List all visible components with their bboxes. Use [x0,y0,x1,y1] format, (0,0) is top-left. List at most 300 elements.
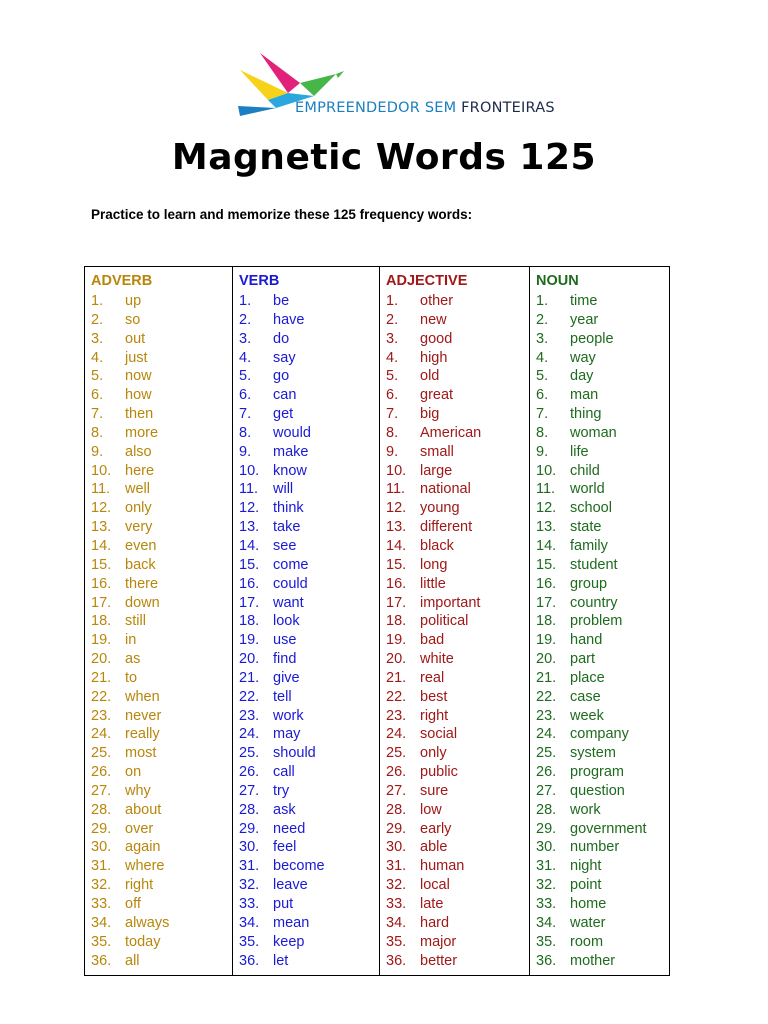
word-item [386,857,529,876]
word-item [91,386,232,405]
word-text: call [273,764,295,781]
word-number: 17. [91,594,112,611]
word-number: 6. [536,387,549,404]
word-text: national [420,481,471,498]
word-item [386,575,529,594]
word-text: would [273,424,311,441]
word-item [536,424,669,443]
word-list [386,292,529,970]
word-item [91,838,232,857]
word-text: ask [273,801,296,818]
word-number: 32. [239,877,260,894]
word-number: 16. [91,575,112,592]
word-number: 29. [536,820,557,837]
word-item [91,292,232,311]
word-text: other [420,293,454,309]
word-number: 20. [386,651,407,668]
word-text: really [125,726,160,743]
word-number: 11. [536,481,556,498]
word-number: 10. [536,462,557,479]
word-item [239,820,379,839]
word-item [91,594,232,613]
word-text: say [273,349,296,366]
word-text: work [273,707,304,724]
word-number: 33. [386,896,407,912]
word-list [536,292,669,970]
word-text: right [125,877,154,894]
word-number: 35. [536,933,557,950]
word-number: 26. [91,764,112,781]
word-number: 27. [536,782,557,799]
word-item [386,914,529,933]
word-text: company [570,726,629,743]
word-text: take [273,519,301,536]
word-number: 22. [536,688,557,705]
word-number: 13. [91,519,112,536]
word-item [536,838,669,857]
word-text: then [125,406,154,423]
word-text: where [125,858,165,875]
word-item [536,857,669,876]
word-item [91,349,232,368]
word-item [239,367,379,386]
word-item [386,782,529,801]
word-item [536,480,669,499]
word-text: again [125,839,161,856]
word-item [239,914,379,933]
word-item [91,330,232,349]
word-number: 15. [239,556,260,573]
word-text: want [273,594,304,611]
word-item [239,480,379,499]
word-number: 35. [91,933,112,950]
word-item [386,688,529,707]
word-text: political [420,613,469,630]
word-text: can [273,387,297,404]
word-text: bad [420,632,445,649]
word-number: 17. [386,594,407,611]
word-text: why [125,782,151,799]
word-text: could [273,575,308,592]
word-list [239,292,379,970]
word-item [536,537,669,556]
word-item [239,349,379,368]
word-item [386,311,529,330]
word-number: 3. [239,330,252,347]
word-text: big [420,406,440,423]
word-item [91,537,232,556]
word-text: late [420,896,444,912]
word-number: 14. [239,537,260,554]
word-item [91,518,232,537]
word-text: think [273,500,304,517]
word-text: mean [273,914,310,931]
word-number: 9. [536,443,549,460]
word-number: 3. [536,330,549,347]
word-text: hand [570,632,603,649]
word-item [91,763,232,782]
word-text: system [570,745,616,762]
word-text: even [125,537,157,554]
word-text: great [420,387,454,404]
word-item [91,650,232,669]
column-heading: NOUN [536,273,579,289]
word-text: room [570,933,604,950]
word-number: 32. [536,877,557,894]
word-number: 2. [239,311,252,328]
column-noun [529,267,669,975]
word-item [91,952,232,971]
word-text: young [420,500,460,517]
word-item [239,744,379,763]
word-number: 4. [386,349,399,366]
word-number: 36. [239,952,260,969]
word-number: 28. [386,801,407,818]
word-number: 2. [386,311,399,328]
word-number: 4. [536,349,549,366]
word-number: 29. [386,820,407,837]
word-number: 9. [91,443,104,460]
word-text: feel [273,839,297,856]
word-number: 28. [536,801,557,818]
word-item [239,933,379,952]
word-text: have [273,311,305,328]
word-number: 32. [91,877,112,894]
logo-wordmark [295,100,555,116]
word-text: work [570,801,601,818]
word-text: hard [420,914,450,931]
page-title: Magnetic Words 125 [171,137,597,178]
word-number: 17. [536,594,557,611]
word-item [386,518,529,537]
word-text: major [420,933,457,950]
word-item [536,612,669,631]
word-text: long [420,556,448,573]
word-text: only [125,500,152,517]
word-text: only [420,745,447,762]
word-number: 11. [91,481,111,498]
word-text: time [570,293,598,309]
word-text: part [570,651,595,668]
word-text: there [125,575,159,592]
word-number: 1. [386,293,399,309]
word-number: 25. [91,745,112,762]
word-text: night [570,858,602,875]
logo-text-part2: FRONTEIRAS [461,100,555,116]
word-item [536,801,669,820]
word-text: off [125,896,141,912]
word-item [386,933,529,952]
word-item [91,311,232,330]
word-number: 6. [91,387,104,404]
word-number: 22. [91,688,112,705]
word-table [84,266,670,976]
word-number: 20. [239,651,260,668]
word-number: 22. [386,688,407,705]
word-text: may [273,726,301,743]
word-number: 19. [239,632,260,649]
word-item [386,801,529,820]
word-item [239,895,379,914]
word-number: 33. [239,896,260,912]
word-text: little [420,575,446,592]
word-item [386,650,529,669]
word-number: 25. [239,745,260,762]
word-number: 28. [239,801,260,818]
word-item [386,349,529,368]
word-number: 24. [536,726,557,743]
word-item [536,820,669,839]
word-number: 19. [536,632,557,649]
word-item [536,707,669,726]
word-item [239,763,379,782]
word-text: able [420,839,448,856]
word-number: 2. [536,311,549,328]
word-number: 36. [536,952,557,969]
word-number: 26. [386,764,407,781]
word-text: use [273,632,297,649]
word-text: question [570,782,625,799]
word-item [91,876,232,895]
word-number: 15. [386,556,407,573]
word-item [536,292,669,311]
word-item [536,725,669,744]
word-number: 10. [239,462,260,479]
word-item [386,838,529,857]
word-number: 18. [536,613,557,630]
word-number: 24. [386,726,407,743]
word-item [91,707,232,726]
word-number: 24. [91,726,112,743]
word-text: school [570,500,612,517]
word-item [91,820,232,839]
word-text: day [570,368,594,385]
word-number: 14. [386,537,407,554]
word-text: back [125,556,156,573]
word-number: 12. [91,500,112,517]
word-text: try [273,782,290,799]
word-item [386,895,529,914]
word-item [239,707,379,726]
word-number: 12. [239,500,260,517]
word-text: week [570,707,604,724]
word-text: here [125,462,155,479]
word-item [386,725,529,744]
word-item [239,782,379,801]
word-text: up [125,293,142,309]
word-text: old [420,368,440,385]
word-number: 18. [386,613,407,630]
word-item [536,763,669,782]
word-item [536,386,669,405]
word-number: 9. [239,443,252,460]
word-text: look [273,613,300,630]
word-text: get [273,406,294,423]
word-number: 31. [536,858,557,875]
word-item [386,405,529,424]
word-number: 30. [91,839,112,856]
word-number: 19. [91,632,112,649]
word-item [386,876,529,895]
word-item [239,594,379,613]
word-text: over [125,820,154,837]
word-item [239,612,379,631]
word-list [91,292,232,970]
word-item [536,669,669,688]
word-number: 3. [91,330,104,347]
logo [236,50,555,122]
word-text: will [273,481,294,498]
logo-text-part1: EMPREENDEDOR SEM [295,100,457,116]
word-text: still [125,613,146,630]
word-number: 25. [536,745,557,762]
word-text: student [570,556,618,573]
word-item [536,631,669,650]
word-number: 23. [239,707,260,724]
word-number: 14. [91,537,112,554]
word-number: 33. [91,896,112,912]
word-number: 7. [536,406,549,423]
word-item [386,612,529,631]
word-item [239,499,379,518]
word-item [239,575,379,594]
word-item [386,330,529,349]
word-text: always [125,914,170,931]
word-number: 35. [239,933,260,950]
word-number: 27. [239,782,260,799]
word-number: 23. [386,707,407,724]
word-item [386,707,529,726]
word-number: 8. [91,424,104,441]
word-item [536,367,669,386]
word-text: on [125,764,142,781]
word-text: now [125,368,152,385]
word-text: family [570,537,608,554]
word-text: life [570,443,589,460]
word-number: 22. [239,688,260,705]
word-item [386,594,529,613]
word-number: 24. [239,726,260,743]
word-text: case [570,688,601,705]
word-item [386,292,529,311]
word-number: 21. [386,669,407,686]
word-text: public [420,764,458,781]
column-adjective [379,267,529,975]
word-item [91,443,232,462]
word-item [91,499,232,518]
word-text: become [273,858,325,875]
word-text: about [125,801,162,818]
word-item [239,801,379,820]
word-text: year [570,311,599,328]
word-text: child [570,462,600,479]
column-heading: ADVERB [91,273,153,289]
word-number: 27. [386,782,407,799]
word-text: most [125,745,157,762]
word-number: 15. [91,556,112,573]
word-number: 5. [239,368,252,385]
word-number: 6. [239,387,252,404]
word-item [91,367,232,386]
word-number: 4. [91,349,104,366]
word-text: white [420,651,454,668]
word-item [386,631,529,650]
word-number: 23. [536,707,557,724]
word-item [91,801,232,820]
word-text: way [570,349,596,366]
word-item [536,895,669,914]
word-number: 30. [239,839,260,856]
word-text: make [273,443,309,460]
word-text: should [273,745,316,762]
word-text: more [125,424,159,441]
word-item [91,725,232,744]
word-item [386,480,529,499]
word-number: 18. [239,613,260,630]
word-number: 17. [239,594,260,611]
word-item [239,386,379,405]
word-text: go [273,368,290,385]
word-number: 35. [386,933,407,950]
word-number: 11. [386,481,406,498]
word-text: home [570,896,607,912]
word-number: 8. [386,424,399,441]
word-text: better [420,952,458,969]
word-number: 5. [536,368,549,385]
word-item [536,443,669,462]
word-text: point [570,877,602,894]
word-item [536,349,669,368]
word-item [91,782,232,801]
word-item [536,594,669,613]
word-number: 31. [239,858,260,875]
word-item [386,669,529,688]
word-number: 34. [91,914,112,931]
word-number: 13. [386,519,407,536]
word-text: black [420,537,454,554]
word-number: 19. [386,632,407,649]
word-number: 8. [536,424,549,441]
word-text: state [570,519,602,536]
word-text: see [273,537,297,554]
word-text: when [125,688,160,705]
word-number: 4. [239,349,252,366]
word-number: 26. [239,764,260,781]
word-text: let [273,952,289,969]
word-item [239,631,379,650]
word-text: in [125,632,137,649]
word-text: tell [273,688,292,705]
word-number: 21. [536,669,557,686]
word-item [536,952,669,971]
word-text: well [125,481,150,498]
word-number: 23. [91,707,112,724]
word-text: people [570,330,614,347]
word-item [91,424,232,443]
word-text: problem [570,613,623,630]
word-number: 28. [91,801,112,818]
word-number: 31. [91,858,112,875]
word-item [386,952,529,971]
word-number: 13. [239,519,260,536]
word-number: 29. [91,820,112,837]
word-item [239,405,379,424]
word-text: water [570,914,606,931]
word-item [536,688,669,707]
word-item [239,838,379,857]
word-text: do [273,330,290,347]
word-number: 30. [386,839,407,856]
